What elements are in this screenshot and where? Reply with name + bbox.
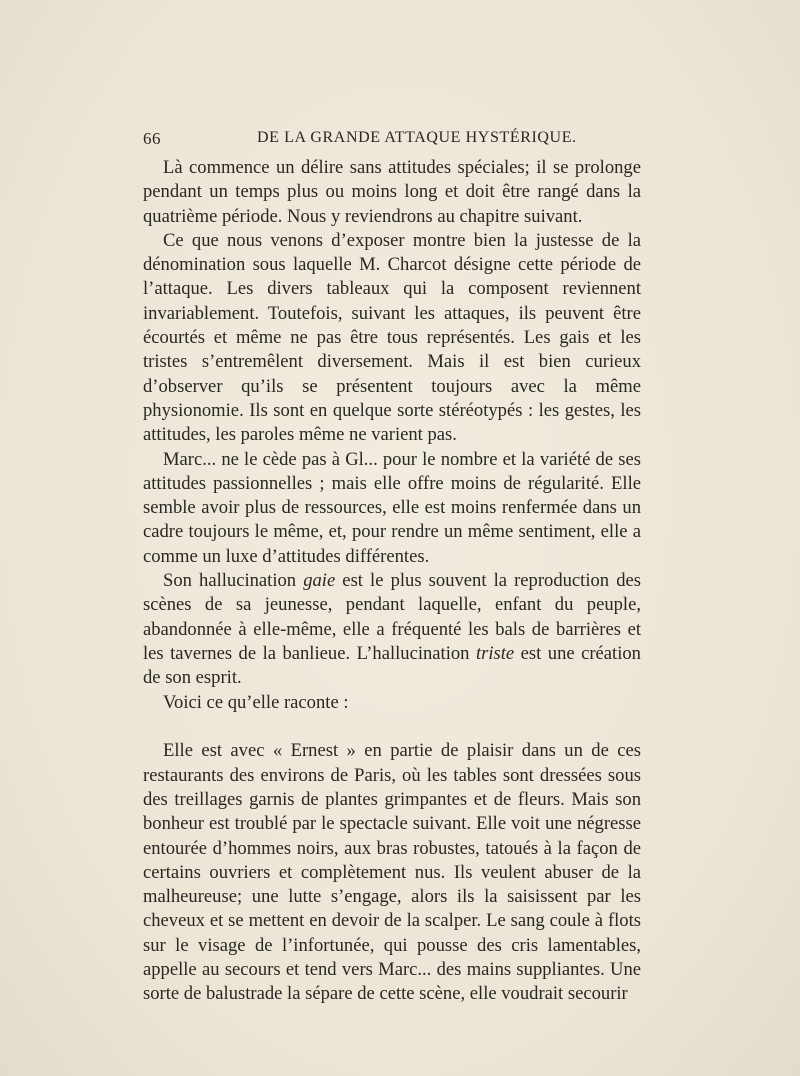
paragraph-5: Voici ce qu’elle raconte : — [163, 691, 349, 713]
paragraph-4-part-3: est une création de son esprit. — [143, 642, 641, 689]
paragraph-1: Là commence un délire sans attitudes spéciales; il se prolonge pendant un temps plus ou moins long et doit être rangé dans la quatrième période. Nous y reviendrons au chapitre suivant. — [143, 157, 641, 227]
paragraph-3: Marc... ne le cède pas à Gl... pour le nombre et la variété de ses attitudes passionnelles ; mais elle offre moins de régularité. Elle semble avoir plus de ressources, elle est moins renfermée dans un cadre toujours le même, et, pour rendre un même sentiment, elle a comme un luxe d’attitudes différentes. — [143, 448, 641, 567]
body-text — [143, 156, 641, 1007]
italic-word-triste: triste — [475, 642, 515, 664]
page-header — [143, 129, 641, 153]
paragraph-6: Elle est avec « Ernest » en partie de plaisir dans un de ces restaurants des environs de Paris, où les tables sont dressées sous des treillages garnis de plantes grimpantes et de fleurs. Mais son bonheur est troublé par le spectacle suivant. Elle voit une négresse entourée d’hommes noirs, aux bras robustes, tatoués à la façon de certains ouvriers et complètement nus. Ils veulent abuser de la malheureuse; une lutte s’engage, alors ils la saisissent par les cheveux et se mettent en devoir de la scalper. Le sang coule à flots sur le visage de l’infortunée, qui pousse des cris lamentables, appelle au secours et tend vers Marc... des mains suppliantes. Une sorte de balustrade la sépare de cette scène, elle voudrait secourir — [143, 740, 641, 1005]
paragraph-2: Ce que nous venons d’exposer montre bien la justesse de la dénomination sous laquelle M. Charcot désigne cette période de l’attaque. Les divers tableaux qui la composent reviennent invariablement. Toutefois, suivant les attaques, ils peuvent être écourtés et même ne pas être tous représentés. Les gais et les tristes s’entremêlent diversement. Mais il est bien curieux d’observer qu’ils se présentent toujours avec la même physionomie. Ils sont en quelque sorte stéréotypés : les gestes, les attitudes, les paroles même ne varient pas. — [143, 229, 641, 446]
running-head: DE LA GRANDE ATTAQUE HYSTÉRIQUE. — [257, 129, 577, 146]
paragraph-4 — [143, 569, 641, 690]
paragraph-4-part-2: est le plus souvent la reproduction des scènes de sa jeunesse, pendant laquelle, enfant du peuple, abandonnée à elle-même, elle a fréquenté les bals de barrières et les tavernes de la banlieue. L’hallucination — [143, 570, 641, 664]
italic-word-gaie: gaie — [303, 570, 336, 592]
paragraph-4-part-1: Son hallucination — [163, 570, 304, 592]
page-number: 66 — [143, 129, 161, 148]
